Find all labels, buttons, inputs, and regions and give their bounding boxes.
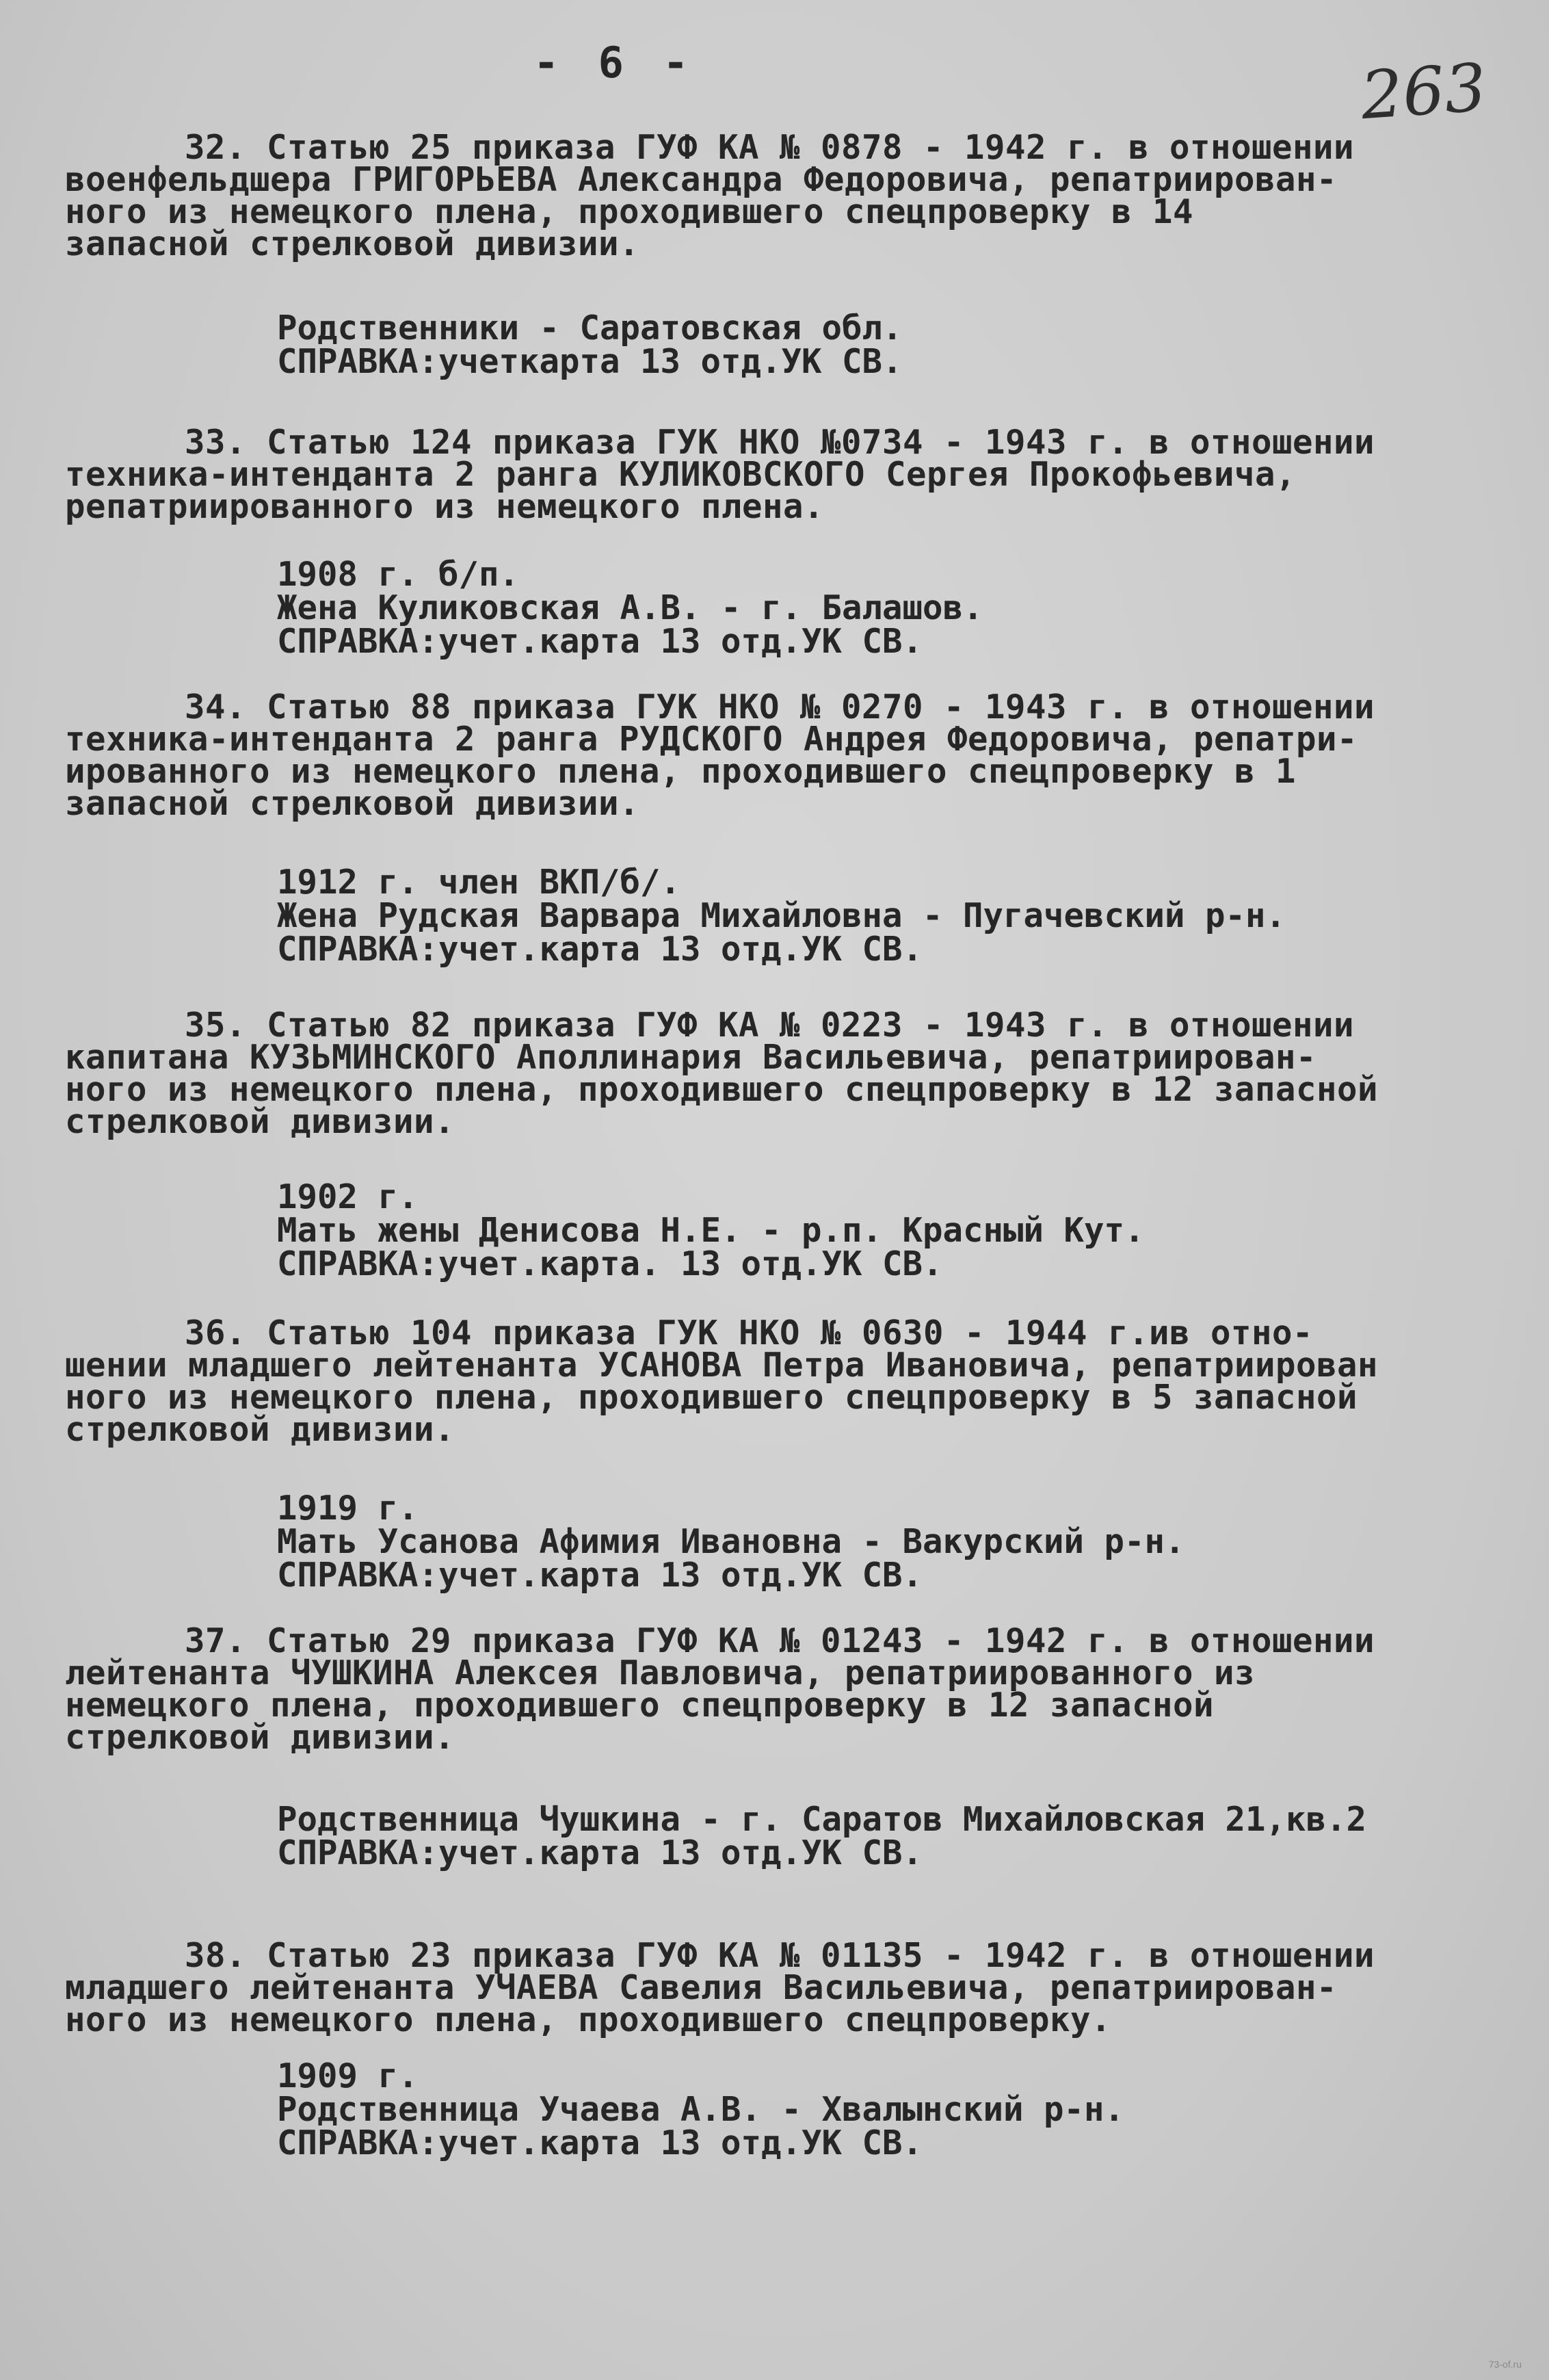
entry-detail-line: Родственники - Саратовская обл. — [277, 309, 903, 348]
entry-detail-line: Родственница Учаева А.В. - Хвалынский р-н. — [277, 2090, 1125, 2129]
entry-text-line: 36. Статью 104 приказа ГУК НКО № 0630 - 1944 г.ив отно- — [185, 1313, 1314, 1352]
order-entry — [65, 128, 1522, 263]
entry-text-line: стрелковой дивизии. — [65, 1410, 455, 1449]
entry-text-line: запасной стрелковой дивизии. — [65, 784, 640, 823]
entry-text-line: ного из немецкого плена, проходившего спецпроверку в 12 запасной — [65, 1070, 1379, 1109]
entry-text-line: шении младшего лейтенанта УСАНОВА Петра Ивановича, репатриирован — [65, 1346, 1379, 1385]
entry-text-line: капитана КУЗЬМИНСКОГО Аполлинария Васильевича, репатриирован- — [65, 1038, 1317, 1077]
entry-details — [277, 863, 1286, 969]
entry-text-line: техника-интенданта 2 ранга КУЛИКОВСКОГО Сергея Прокофьевича, — [65, 455, 1297, 494]
entry-text-line: военфельдшера ГРИГОРЬЕВА Александра Федоровича, репатриирован- — [65, 160, 1338, 199]
entry-details — [277, 2056, 1125, 2162]
order-entry — [65, 1621, 1522, 1757]
entry-detail-line: СПРАВКА:учет.карта 13 отд.УК СВ. — [277, 1556, 923, 1595]
entry-text-line: 33. Статью 124 приказа ГУК НКО №0734 - 1943 г. в отношении — [185, 423, 1375, 462]
entry-detail-line: Жена Рудская Варвара Михайловна - Пугачевский р-н. — [277, 896, 1286, 935]
entry-detail-line: 1909 г. — [277, 2056, 419, 2095]
entry-detail-line: СПРАВКА:учеткарта 13 отд.УК СВ. — [277, 342, 903, 381]
order-entry — [65, 1006, 1522, 1141]
order-entry — [65, 1936, 1522, 2039]
entry-detail-line: 1912 г. член ВКП/б/. — [277, 863, 681, 902]
entry-text-line: ного из немецкого плена, проходившего спецпроверку. — [65, 2000, 1112, 2039]
entry-detail-line: СПРАВКА:учет.карта 13 отд.УК СВ. — [277, 2123, 923, 2162]
entry-text-line: репатриированного из немецкого плена. — [65, 487, 825, 526]
entry-detail-line: 1919 г. — [277, 1489, 419, 1528]
entry-text-line: 38. Статью 23 приказа ГУФ КА № 01135 - 1942 г. в отношении — [185, 1936, 1375, 1975]
entry-details — [277, 309, 903, 381]
entry-details — [277, 1177, 1145, 1283]
order-entry — [65, 423, 1522, 526]
entry-text-line: ированного из немецкого плена, проходившего спецпроверку в 1 — [65, 752, 1297, 791]
order-entry — [65, 688, 1522, 823]
entry-text-line: техника-интенданта 2 ранга РУДСКОГО Андрея Федоровича, репатри- — [65, 720, 1358, 759]
order-entry — [65, 1313, 1522, 1449]
entry-text-line: 34. Статью 88 приказа ГУК НКО № 0270 - 1943 г. в отношении — [185, 688, 1375, 727]
entry-text-line: стрелковой дивизии. — [65, 1102, 455, 1141]
entry-text-line: запасной стрелковой дивизии. — [65, 224, 640, 263]
page-number: - 6 - — [533, 38, 696, 88]
entry-detail-line: 1902 г. — [277, 1177, 419, 1216]
entry-details — [277, 555, 983, 661]
entry-detail-line: Мать Усанова Афимия Ивановна - Вакурский р-н. — [277, 1522, 1185, 1561]
entry-text-line: лейтенанта ЧУШКИНА Алексея Павловича, репатриированного из — [65, 1653, 1256, 1692]
archive-page-number: 263 — [1358, 49, 1489, 135]
entry-text-line: 35. Статью 82 приказа ГУФ КА № 0223 - 1943 г. в отношении — [185, 1006, 1355, 1045]
entry-text-line: младшего лейтенанта УЧАЕВА Савелия Васильевича, репатриирован- — [65, 1968, 1338, 2007]
entry-text-line: ного из немецкого плена, проходившего спецпроверку в 5 запасной — [65, 1378, 1358, 1417]
entry-detail-line: Мать жены Денисова Н.Е. - р.п. Красный Кут. — [277, 1211, 1145, 1250]
entry-text-line: стрелковой дивизии. — [65, 1718, 455, 1757]
entry-details — [277, 1489, 1185, 1595]
entry-text-line: ного из немецкого плена, проходившего спецпроверку в 14 — [65, 192, 1194, 231]
entry-detail-line: СПРАВКА:учет.карта 13 отд.УК СВ. — [277, 622, 923, 661]
entry-detail-line: СПРАВКА:учет.карта 13 отд.УК СВ. — [277, 1833, 923, 1872]
entry-text-line: 32. Статью 25 приказа ГУФ КА № 0878 - 1942 г. в отношении — [185, 128, 1355, 167]
entry-text-line: 37. Статью 29 приказа ГУФ КА № 01243 - 1942 г. в отношении — [185, 1621, 1375, 1660]
entry-detail-line: Жена Куликовская А.В. - г. Балашов. — [277, 588, 983, 627]
entry-details — [277, 1800, 1367, 1872]
entry-detail-line: 1908 г. б/п. — [277, 555, 520, 594]
entry-detail-line: СПРАВКА:учет.карта 13 отд.УК СВ. — [277, 930, 923, 969]
entry-detail-line: СПРАВКА:учет.карта. 13 отд.УК СВ. — [277, 1244, 943, 1283]
entry-detail-line: Родственница Чушкина - г. Саратов Михайловская 21,кв.2 — [277, 1800, 1367, 1839]
entry-text-line: немецкого плена, проходившего спецпроверку в 12 запасной — [65, 1686, 1215, 1725]
site-watermark: 73-of.ru — [1488, 2359, 1522, 2370]
